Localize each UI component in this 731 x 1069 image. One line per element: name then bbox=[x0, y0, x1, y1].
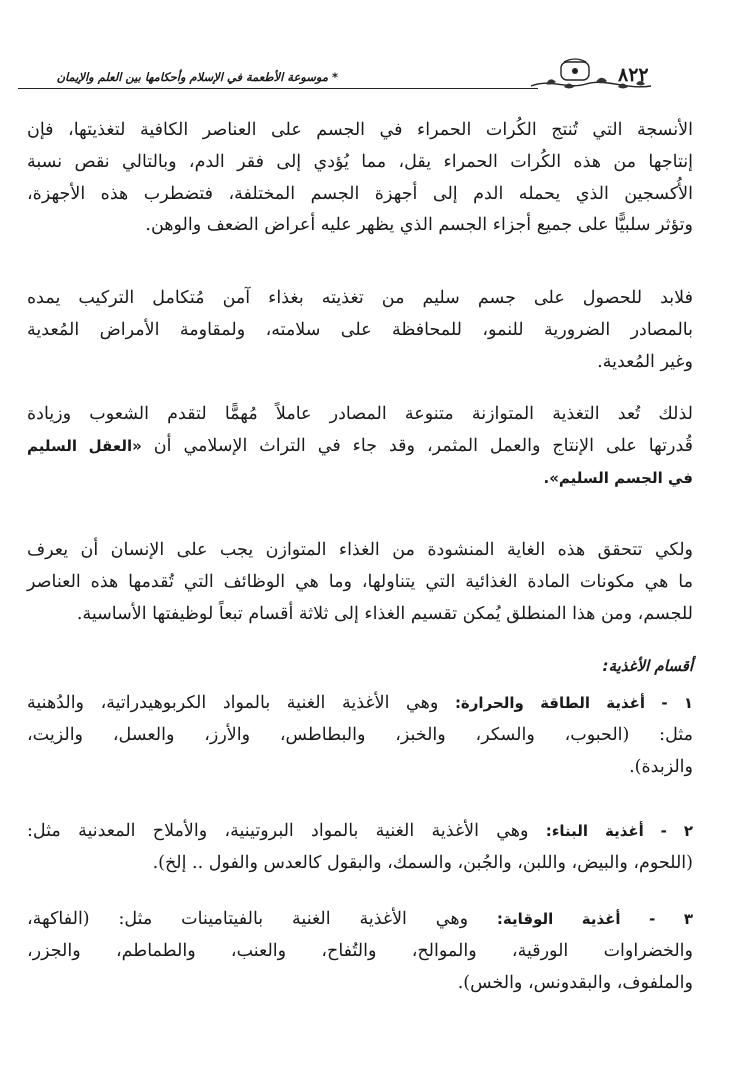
bold-quote: «العقل السليم bbox=[27, 437, 142, 455]
text-line: الأُكسجين الذي يحمله الدم إلى أجهزة الجسم المختلفة، فتضطرب هذه الأجهزة، bbox=[27, 184, 693, 204]
text-line: بالمصادر الضرورية للنمو، للمحافظة على سلامته، ولمقاومة الأمراض المُعدية bbox=[27, 320, 693, 340]
text-line: للجسم، ومن هذا المنطلق يُمكن تقسيم الغذاء إلى ثلاثة أقسام تبعاً لوظيفتها الأساسية. bbox=[76, 604, 693, 624]
category-label: ١ - أغذية الطاقة والحرارة: bbox=[454, 694, 693, 712]
text-span: قُدرتها على الإنتاج والعمل المثمر، وقد جاء في التراث الإسلامي أن bbox=[153, 436, 693, 456]
header-title: * موسوعة الأطعمة في الإسلام وأحكامها بين العلم والإيمان bbox=[56, 70, 338, 84]
text-line bbox=[27, 463, 693, 493]
text-line bbox=[27, 431, 693, 461]
text-span: وهي الأغذية الغنية بالمواد الكربوهيدراتية، والدُهنية bbox=[27, 693, 439, 713]
text-line: إنتاجها من هذه الكُرات الحمراء يقل، مما يُؤدي إلى فقر الدم، وبالتالي نقص نسبة bbox=[27, 152, 693, 172]
page-number: ٨٢٢ bbox=[618, 64, 649, 86]
text-line: (اللحوم، والبيض، واللبن، والجُبن، والسمك، والبقول كالعدس والفول .. إلخ). bbox=[152, 853, 693, 873]
text-line bbox=[27, 688, 693, 718]
text-line: ولكي تتحقق هذه الغاية المنشودة من الغذاء المتوازن يجب على الإنسان أن يعرف bbox=[27, 540, 693, 560]
text-line: مثل: (الحبوب، والسكر، والخبز، والبطاطس، والأرز، والعسل، والزيت، bbox=[27, 725, 693, 745]
category-label: ٢ - أغذية البناء: bbox=[545, 822, 693, 840]
category-label: ٣ - أغذية الوقاية: bbox=[496, 910, 693, 928]
text-line: لذلك تُعد التغذية المتوازنة متنوعة المصادر عاملاً مُهمًّا لتقدم الشعوب وزيادة bbox=[27, 404, 693, 424]
text-span: وهي الأغذية الغنية بالمواد البروتينية، والأملاح المعدنية مثل: bbox=[27, 821, 529, 841]
section-heading: أقسام الأغذية: bbox=[602, 657, 693, 675]
bold-quote: في الجسم السليم». bbox=[543, 469, 693, 487]
text-line: والخضراوات الورقية، والموالح، والتُفاح، والعنب، والطماطم، والجزر، bbox=[27, 941, 693, 961]
text-line: والملفوف، والبقدونس، والخس). bbox=[457, 973, 693, 993]
text-line: ما هي مكونات المادة الغذائية التي يتناولها، وما هي الوظائف التي تُقدمها هذه العناصر bbox=[27, 572, 693, 592]
text-line: وغير المُعدية. bbox=[597, 352, 693, 372]
text-line: والزبدة). bbox=[629, 757, 693, 777]
text-line bbox=[27, 904, 693, 934]
text-span: وهي الأغذية الغنية بالفيتامينات مثل: (الفاكهة، bbox=[27, 909, 469, 929]
text-line bbox=[27, 816, 693, 846]
text-line: فلابد للحصول على جسم سليم من تغذيته بغذاء آمن مُتكامل التركيب يمده bbox=[27, 288, 693, 308]
text-line: الأنسجة التي تُنتج الكُرات الحمراء في الجسم على العناصر الكافية لتغذيتها، فإن bbox=[27, 120, 693, 140]
text-line: وتؤثر سلبيًّا على جميع أجزاء الجسم الذي يظهر عليه أعراض الضعف والوهن. bbox=[145, 215, 693, 235]
